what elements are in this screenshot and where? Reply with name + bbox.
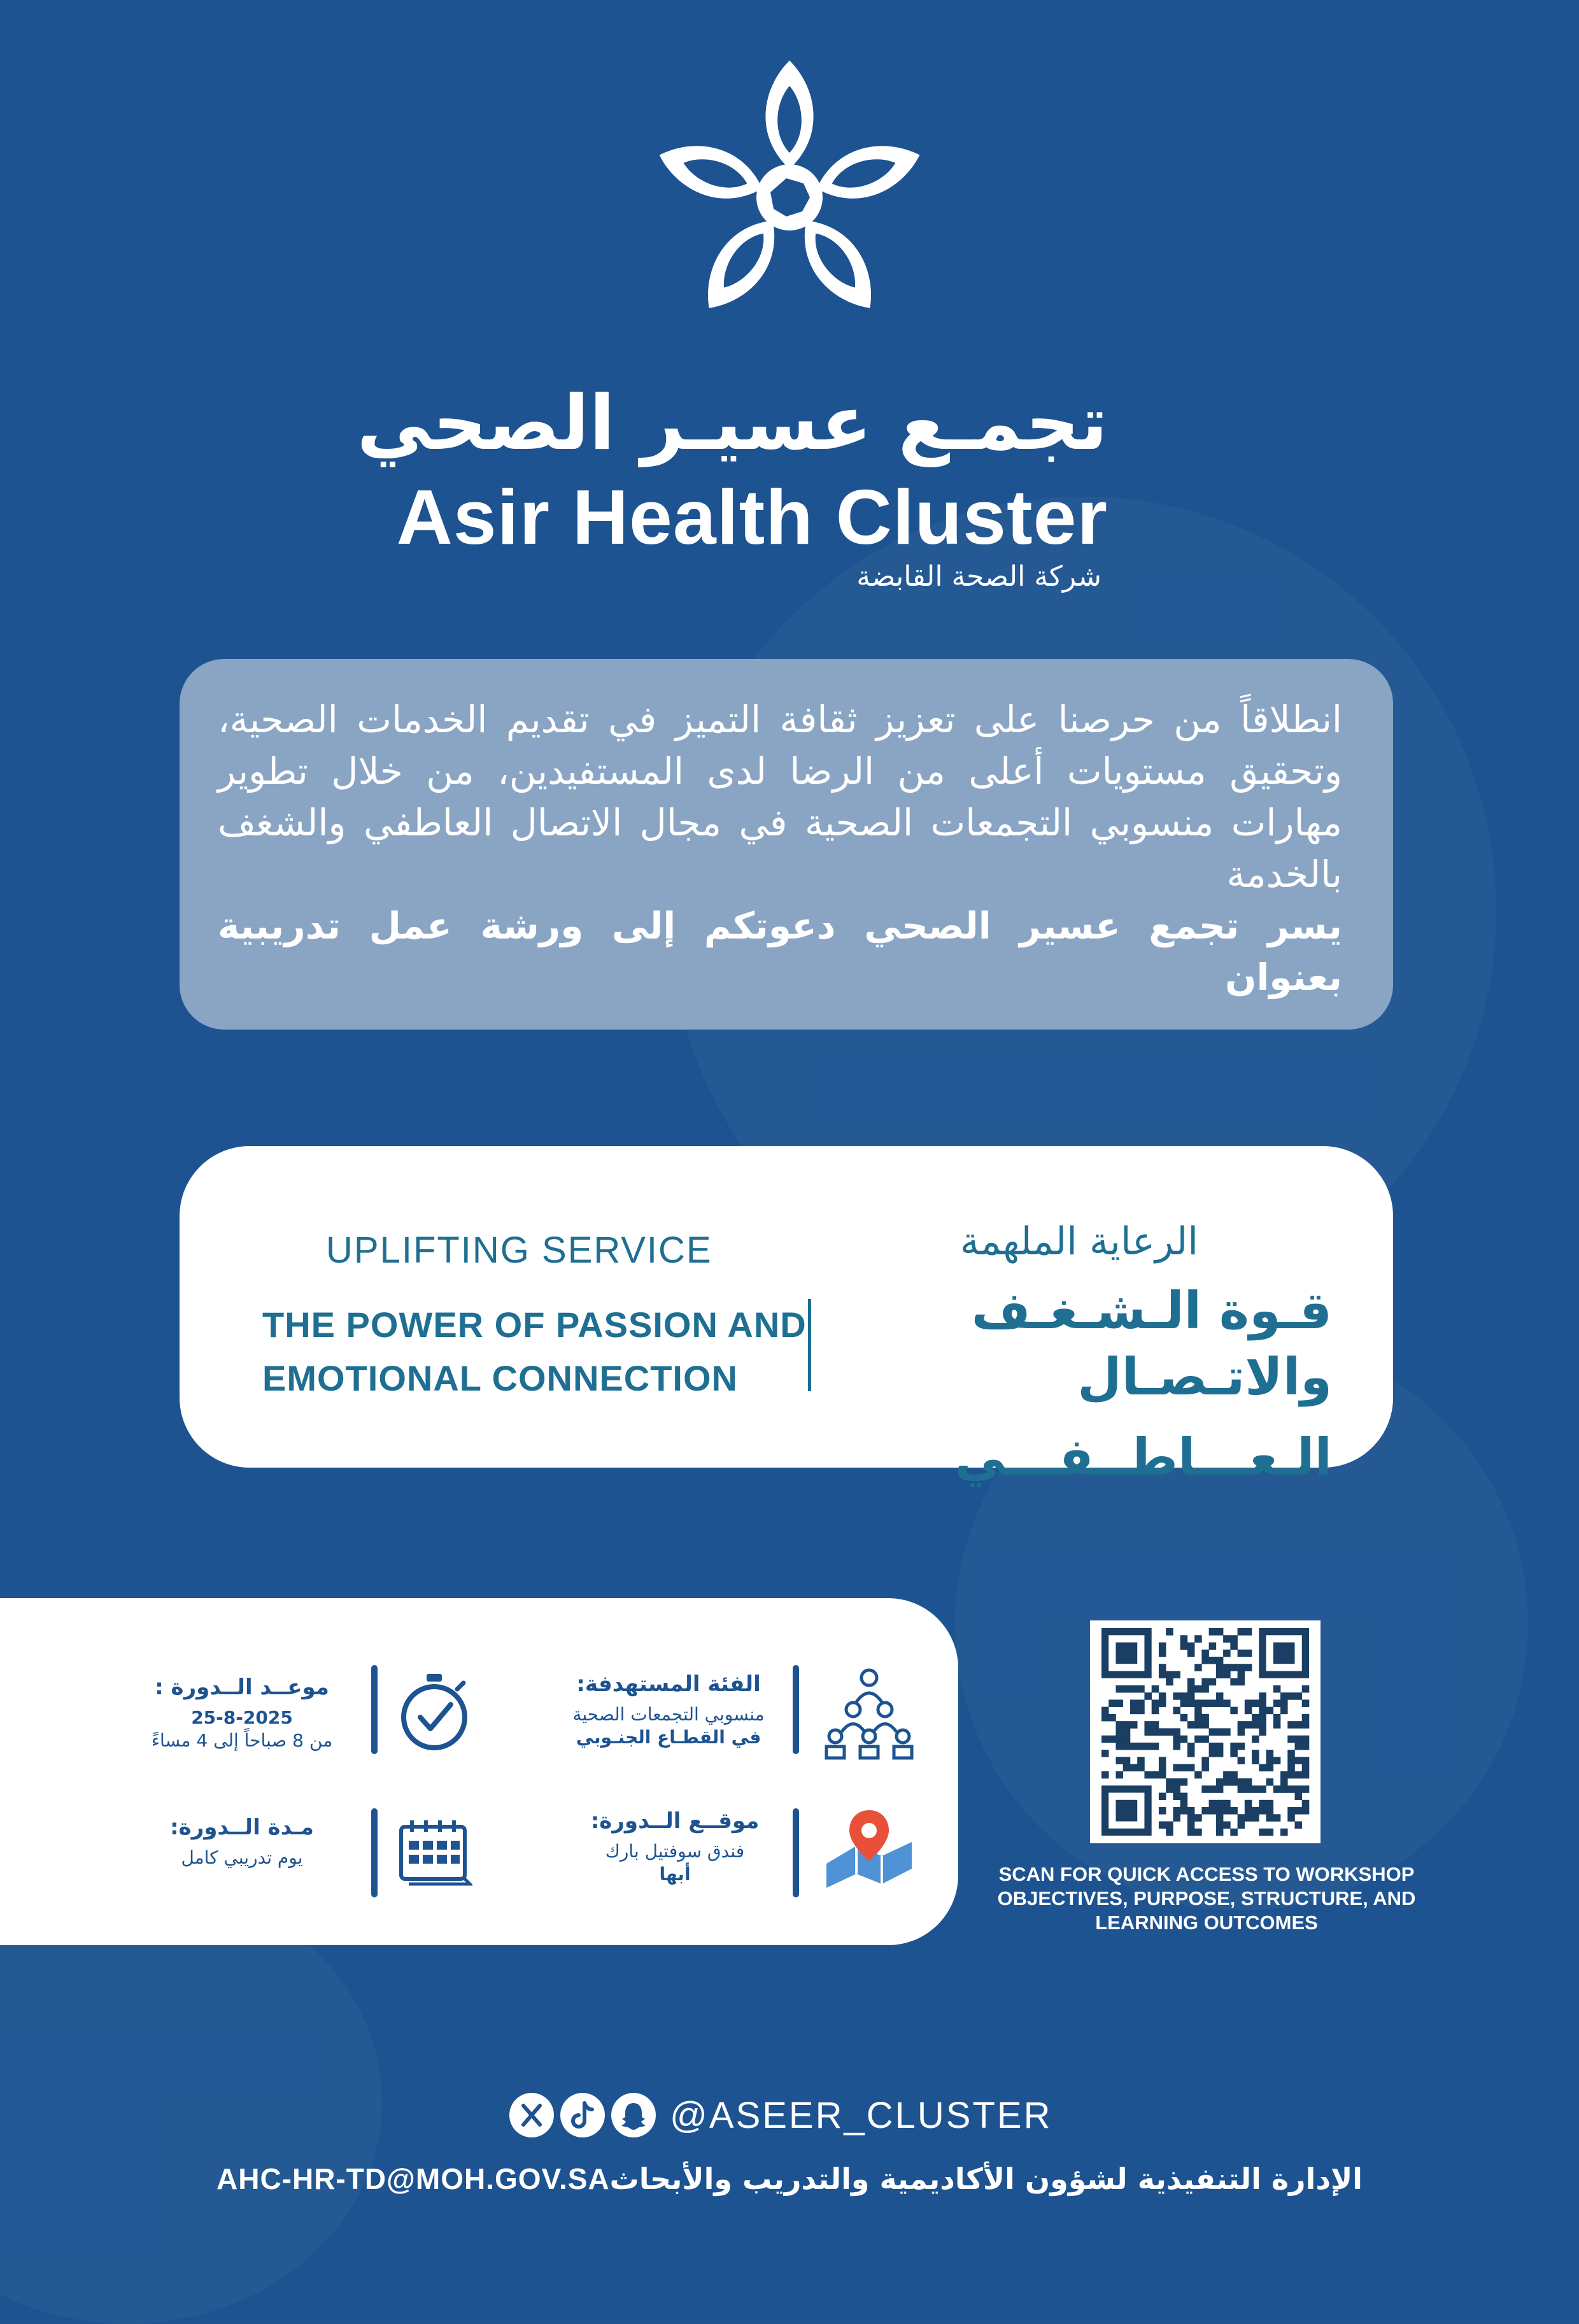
title-ar-line1: الرعاية الملهمة bbox=[959, 1219, 1198, 1264]
workshop-title-card bbox=[180, 1146, 1393, 1487]
duration-value: يوم تدريبي كامل bbox=[181, 1847, 303, 1868]
qr-caption-line2: OBJECTIVES, PURPOSE, STRUCTURE, AND bbox=[997, 1887, 1416, 1910]
duration-block bbox=[127, 1815, 357, 1869]
brand-subtitle: شركة الصحة القابضة bbox=[856, 560, 1101, 593]
social-links bbox=[509, 2090, 1052, 2141]
title-en-line1: UPLIFTING SERVICE bbox=[326, 1229, 712, 1271]
map-pin-icon bbox=[821, 1805, 917, 1894]
group-icon bbox=[821, 1665, 917, 1761]
background-decoration bbox=[0, 1878, 382, 2324]
location-line2: أبها bbox=[659, 1864, 691, 1885]
title-ar-line3: الـعـــاطــفـــي bbox=[954, 1428, 1332, 1487]
location-divider bbox=[793, 1808, 799, 1897]
location-block bbox=[567, 1808, 783, 1886]
snapchat-icon[interactable] bbox=[611, 2093, 656, 2137]
intro-card bbox=[180, 659, 1393, 1030]
calendar-icon bbox=[396, 1818, 472, 1888]
qr-code[interactable] bbox=[1090, 1620, 1321, 1843]
schedule-label: موعــد الــدورة : bbox=[155, 1675, 329, 1700]
department-name: الإدارة التنفيذية لشؤون الأكاديمية والتدريب والأبحاث bbox=[609, 2162, 1363, 2196]
footer bbox=[216, 2162, 1363, 2206]
title-en-line2: THE POWER OF PASSION AND bbox=[262, 1305, 807, 1345]
tiktok-icon[interactable] bbox=[560, 2093, 605, 2137]
audience-label: الفئة المستهدفة: bbox=[576, 1671, 761, 1697]
title-divider bbox=[808, 1299, 811, 1391]
schedule-time: من 8 صباحاً إلى 4 مساءً bbox=[151, 1730, 333, 1751]
audience-line2: في القطـاع الجنـوبي bbox=[576, 1727, 761, 1748]
stopwatch-icon bbox=[396, 1671, 472, 1754]
schedule-divider bbox=[371, 1665, 378, 1754]
social-handle[interactable]: @ASEER_CLUSTER bbox=[670, 2094, 1052, 2136]
schedule-date: 25-8-2025 bbox=[191, 1707, 293, 1728]
asir-cluster-logo bbox=[611, 51, 968, 369]
qr-caption-line1: SCAN FOR QUICK ACCESS TO WORKSHOP bbox=[998, 1863, 1415, 1885]
schedule-block bbox=[127, 1675, 357, 1752]
qr-caption bbox=[958, 1862, 1455, 1935]
audience-block bbox=[548, 1671, 790, 1749]
x-icon[interactable] bbox=[509, 2093, 554, 2137]
duration-divider bbox=[371, 1808, 378, 1897]
contact-email[interactable]: AHC-HR-TD@MOH.GOV.SA bbox=[216, 2162, 610, 2195]
title-arabic bbox=[835, 1219, 1332, 1491]
qr-caption-line3: LEARNING OUTCOMES bbox=[1095, 1911, 1318, 1934]
intro-invitation: يسر تجمع عسير الصحي دعوتكم إلى ورشة عمل تدريبية بعنوان bbox=[218, 904, 1342, 999]
intro-text: انطلاقاً من حرصنا على تعزيز ثقافة التميز في تقديم الخدمات الصحية، وتحقيق مستويات أعلى من الرضا لدى المستفيدين، من خلال تطوير مهارات منسوبي التجمعات الصحية في مجال الاتصال العاطفي والشغف بالخدمة bbox=[218, 698, 1342, 896]
brand-name-english: Asir Health Cluster bbox=[396, 474, 1108, 560]
title-ar-line2: قـوة الـشـغـف والاتـصـال bbox=[971, 1281, 1332, 1406]
location-label: موقــع الــدورة: bbox=[590, 1808, 760, 1834]
workshop-info-panel bbox=[0, 1598, 958, 1945]
title-en-line3: EMOTIONAL CONNECTION bbox=[262, 1358, 738, 1398]
audience-divider bbox=[793, 1665, 799, 1754]
brand-name-arabic: تجمـع عسيـر الصحي bbox=[357, 379, 1108, 467]
qr-code-graphic bbox=[1090, 1620, 1321, 1843]
audience-line1: منسوبي التجمعات الصحية bbox=[572, 1704, 765, 1725]
duration-label: مـدة الــدورة: bbox=[170, 1815, 314, 1840]
location-line1: فندق سوفتيل بارك bbox=[605, 1841, 745, 1862]
